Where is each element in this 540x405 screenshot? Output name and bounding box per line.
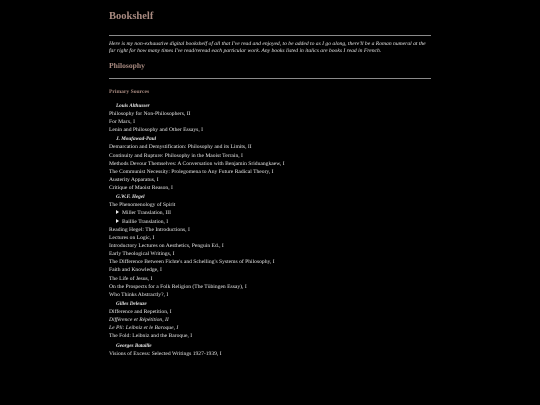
book-item: Difference and Repetition, I [109,308,172,315]
divider [109,78,431,79]
book-item: The Difference Between Fichte's and Schelling's Systems of Philosophy, I [109,259,275,266]
author-name: Georges Bataille [116,342,152,349]
book-item: Who Thinks Abstractly?, I [109,291,169,298]
subsection-heading: Primary Sources [109,89,150,95]
book-item: For Marx, I [109,119,135,126]
section-heading: Philosophy [109,61,145,70]
book-item: Continuity and Rupture: Philosophy in the Maoist Terrain, I [109,152,243,159]
book-item: Introductory Lectures on Aesthetics, Penguin Ed., I [109,242,224,249]
book-translation-label: Baillie Translation, I [122,218,169,225]
book-item: Philosophy for Non-Philosophers, II [109,111,191,117]
site-title: Bookshelf [109,11,154,22]
author-name: J. Moufawad-Paul [116,136,157,143]
book-item: On the Prospects for a Folk Religion (The Tübingen Essay), I [109,283,247,290]
author-name: Louis Althusser [116,103,150,109]
book-item-french: Différence et Répétition, II [109,317,169,324]
book-item-french: Le Pli: Leibniz et le Baroque, I [109,325,179,332]
page-content [109,8,431,358]
book-item: Critique of Maoist Reason, I [109,185,173,192]
book-item: The Phenomenology of Spirit [109,202,176,209]
divider [109,35,431,36]
intro-paragraph: Here is my non-exhaustive digital bookshelf of all that I've read and enjoyed, to be added to as I go along, there'll be a Roman numeral at the far right for how many times I've read/reread each particular work. Any books listed in italics are books I read in French. [109,41,426,54]
book-translation-label: Miller Translation, III [122,210,171,217]
author-name: G.W.F. Hegel [116,194,145,201]
book-translation-item[interactable] [109,218,431,226]
book-item: Early Theological Writings, I [109,251,175,258]
book-item: The Communist Necessity: Prolegomena to Any Future Radical Theory, I [109,168,274,175]
book-translation-item[interactable] [109,209,431,217]
book-item: Lenin and Philosophy and Other Essays, I [109,127,203,134]
book-item: Faith and Knowledge, I [109,267,162,274]
book-item: Visions of Excess: Selected Writings 1927-1939, I [109,350,222,357]
author-name: Gilles Deleuze [116,300,147,307]
book-item: The Life of Jesus, I [109,275,153,282]
book-item: Lectures on Logic, I [109,234,155,241]
book-item: Reading Hegel: The Introductions, I [109,226,190,233]
book-item: Methods Devour Themselves: A Conversation with Benjamin Sriduangkaew, I [109,160,285,167]
book-item: Austerity Apparatus, I [109,176,159,183]
right-triangle-icon [116,210,119,214]
book-item: The Fold: Leibniz and the Baroque, I [109,333,193,340]
book-item: Demarcation and Demystification: Philosophy and its Limits, II [109,144,252,151]
book-list [109,102,431,358]
right-triangle-icon [116,219,119,223]
